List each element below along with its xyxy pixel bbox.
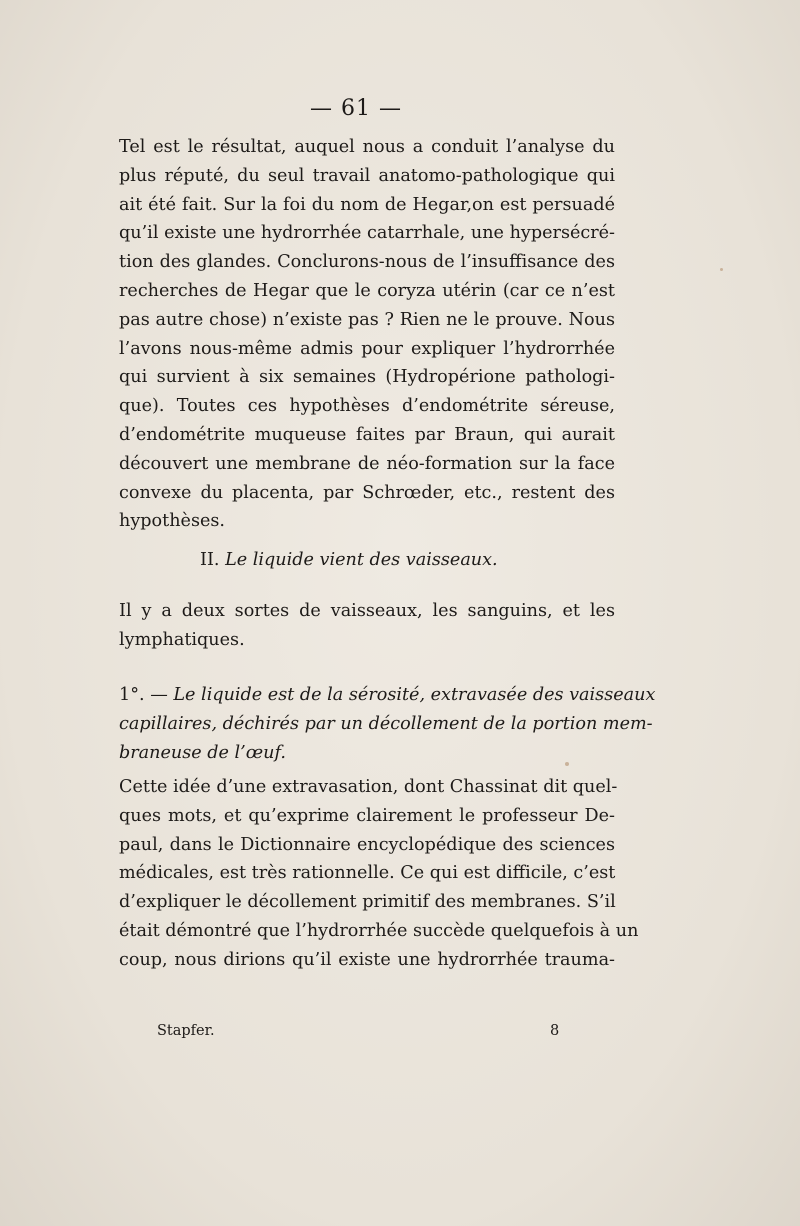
paragraph-line: ques mots, et qu’exprime clairement le professeur De- (119, 805, 615, 826)
paragraph-line: que). Toutes ces hypothèses d’endométrite séreuse, (119, 396, 615, 417)
paper-speck (720, 268, 723, 271)
paragraph-line: convexe du placenta, par Schrœder, etc., restent des (119, 482, 615, 503)
paragraph-line: qu’il existe une hydrorrhée catarrhale, une hypersécré- (119, 223, 615, 244)
paragraph-line: découvert une membrane de néo-formation sur la face (119, 453, 615, 474)
paragraph-line: Il y a deux sortes de vaisseaux, les sanguins, et les (119, 601, 615, 621)
paragraph-3 (119, 773, 639, 975)
footer-signature: 8 (550, 1023, 560, 1039)
subsection-line: — Le liquide est de la sérosité, extravasée des vaisseaux (150, 685, 656, 705)
paragraph-line: Tel est le résultat, auquel nous a conduit l’analyse du (119, 137, 615, 157)
paragraph-line: pas autre chose) n’existe pas ? Rien ne le prouve. Nous (119, 309, 615, 330)
paragraph-line: lymphatiques. (119, 629, 245, 650)
paragraph-line: était démontré que l’hydrorrhée succède quelquefois à un (119, 920, 639, 941)
section-heading (200, 550, 498, 570)
subsection-title (119, 681, 656, 767)
paragraph-line: Cette idée d’une extravasation, dont Chassinat dit quel- (119, 777, 618, 797)
paragraph-line: plus réputé, du seul travail anatomo-pathologique qui (119, 165, 615, 186)
section-heading-number: II. (200, 550, 220, 570)
paragraph-line: médicales, est très rationnelle. Ce qui est difficile, c’est (119, 863, 616, 884)
subsection-line: capillaires, déchirés par un décollement de la portion mem- (119, 713, 653, 734)
paragraph-line: coup, nous dirions qu’il existe une hydrorrhée trauma- (119, 949, 615, 970)
footer-author: Stapfer. (157, 1023, 215, 1039)
paragraph-line: d’expliquer le décollement primitif des membranes. S’il (119, 892, 616, 913)
paragraph-1 (119, 133, 615, 536)
paragraph-line: ait été fait. Sur la foi du nom de Hegar,on est persuadé (119, 194, 615, 215)
paragraph-line: recherches de Hegar que le coryza utérin (car ce n’est (119, 280, 615, 301)
paragraph-line: hypothèses. (119, 511, 226, 532)
subsection-number: 1°. (119, 685, 145, 705)
paragraph-line: l’avons nous-même admis pour expliquer l’hydrorrhée (119, 338, 615, 359)
paragraph-line: tion des glandes. Conclurons-nous de l’insuffisance des (119, 252, 615, 273)
page-number: — 61 — (310, 96, 402, 121)
paragraph-line: d’endométrite muqueuse faites par Braun, qui aurait (119, 424, 615, 445)
section-heading-text: Le liquide vient des vaisseaux. (225, 550, 498, 570)
subsection-line: braneuse de l’œuf. (119, 742, 286, 763)
paragraph-2 (119, 597, 615, 655)
paragraph-line: qui survient à six semaines (Hydropérione pathologi- (119, 367, 615, 388)
paragraph-line: paul, dans le Dictionnaire encyclopédique des sciences (119, 834, 615, 855)
paper-speck (565, 762, 569, 766)
